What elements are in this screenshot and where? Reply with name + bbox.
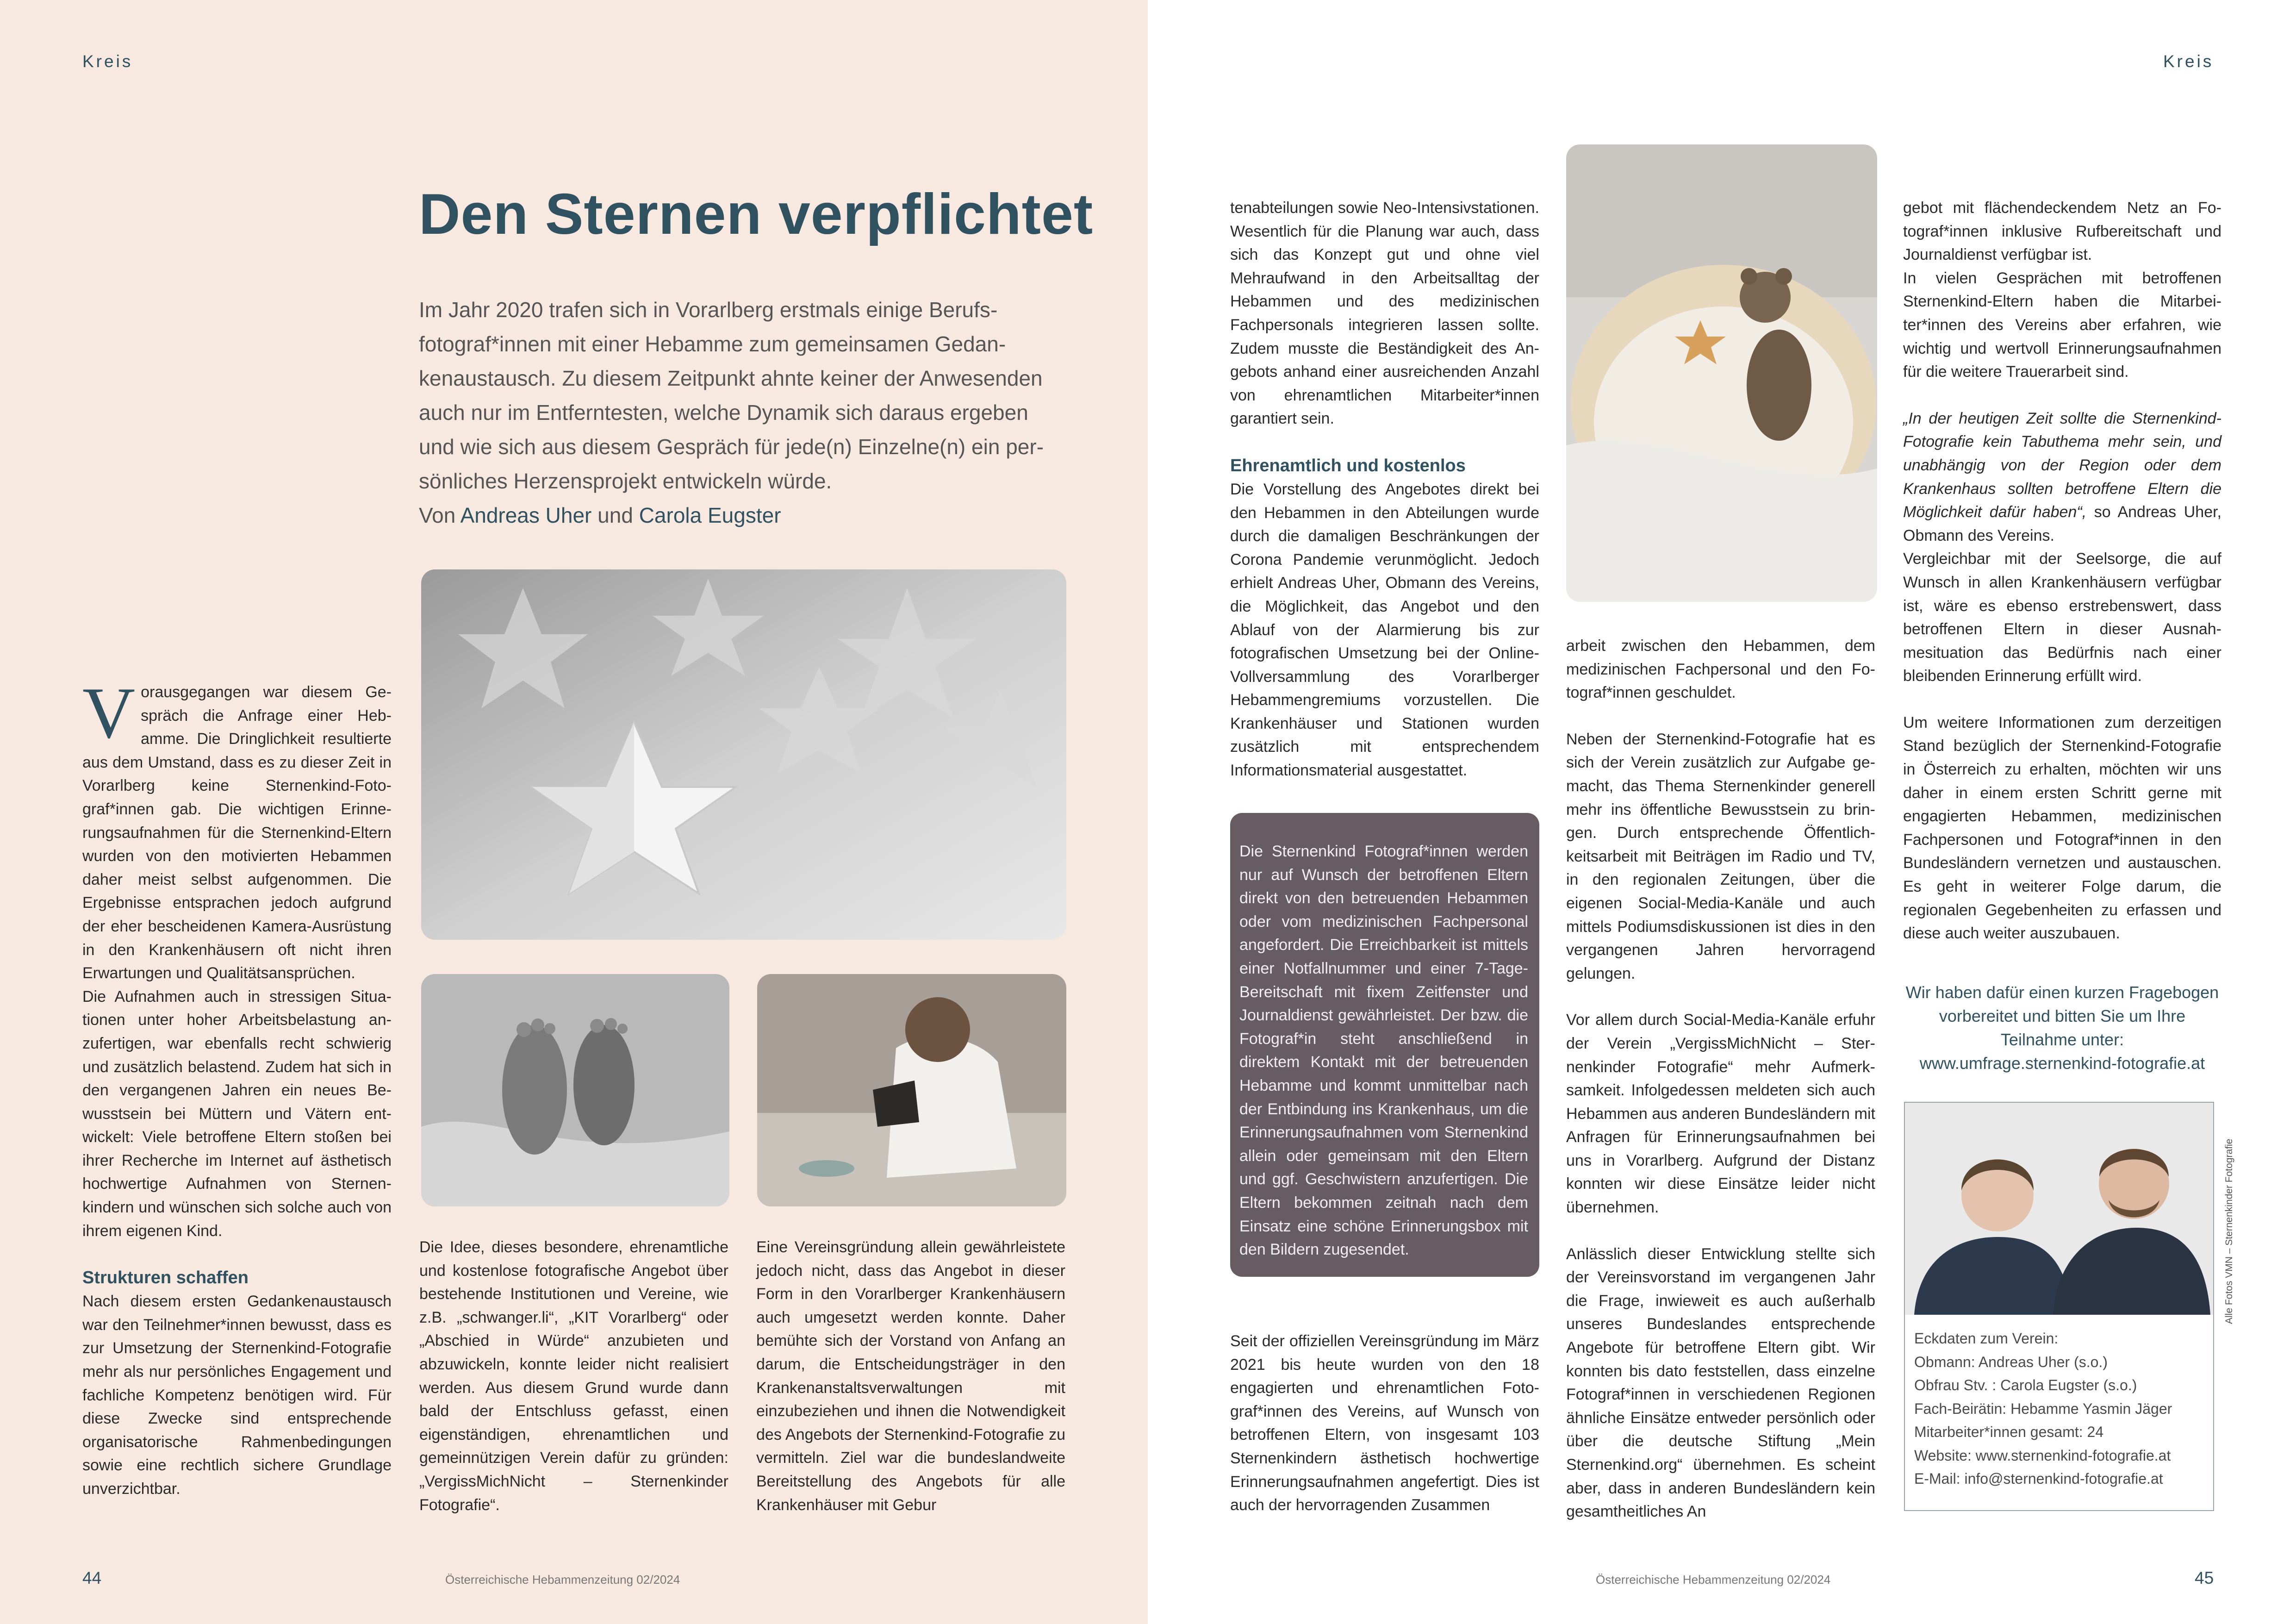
col6-quote-paragraph (1903, 407, 2221, 548)
col1-p1-text: orausgegangen war diesem Gespräch die Anfrage einer Hebamme. Die Dringlichkeit resultierte aus dem Umstand, dass es zu dieser Zeit in Vorarlberg keine Sternenkind-Fotograf*innen gab. Die wichtigen Erinnerungsaufnahmen für die Sternenkind-Eltern wurden von den motivierten Hebammen daher meist selbst aufgenommen. Die Ergebnisse entsprachen jedoch aufgrund der eher bescheidenen Kamera-Ausrüstung in den Krankenhäusern oft nicht ihren Erwartungen und Qualitätsansprüchen. (82, 683, 392, 982)
column-2 (419, 1236, 728, 1517)
col4-heading: Ehrenamtlich und kostenlos (1230, 456, 1466, 475)
col6-paragraph-4: Vergleichbar mit der Seelsorge, die auf Wunsch in allen Krankenhäusern verfügbar ist, wäre es ebenso erstrebenswert, dass betroffenen Eltern in dieser Ausnahmesituation das Bedürfnis nach einer bleibenden Erinnerung erfüllt wird. (1903, 550, 2221, 685)
page-number-left: 44 (82, 1568, 102, 1587)
fact-chairman: Obmann: Andreas Uher (s.o.) (1914, 1353, 2108, 1370)
fact-email[interactable]: E-Mail: info@sternenkind-fotografie.at (1914, 1470, 2163, 1487)
survey-text: Wir haben dafür einen kurzen Fragebogen vorbereitet und bitten Sie um Ihre Teilnahme unter: (1905, 983, 2219, 1049)
col6-paragraph-2: In vielen Gesprächen mit betroffenen Sternenkind-Eltern haben die Mitarbeiter*innen des Vereins aber erfahren, wie wichtig und wertvoll Erinnerungsaufnahmen für die weitere Trauerarbeit sind. (1903, 269, 2221, 381)
byline-prefix: Von (419, 503, 456, 527)
founders-photo (1905, 1103, 2213, 1315)
article-title: Den Sternen verpflichtet (419, 182, 1094, 246)
basket-photo (1566, 144, 1877, 602)
column-6 (1903, 196, 2221, 945)
column-5 (1566, 634, 1875, 1524)
col3-paragraph: Eine Vereinsgründung allein gewährleistete jedoch nicht, dass das Angebot in dieser Form in den Vorarlberger Krankenhäusern auch umgesetzt werden konnte. Daher bemühte sich der Vorstand von Anfang an darum, die Entscheidungsträger in den Krankenanstaltsverwaltungen mit einzubeziehen und ihnen die Notwendigkeit des Angebots der Sternenkind-Fotografie zu vermitteln. Ziel war die bundeslandweite Bereitstellung des Angebots für alle Krankenhäuser mit Gebur (756, 1238, 1065, 1514)
footer-left: Österreichische Hebammenzeitung 02/2024 (445, 1573, 680, 1587)
highlight-box-text: Die Sternenkind Fotograf*innen werden nur auf Wunsch der betroffenen Eltern direkt von den betreuenden Hebammen oder vom medizinischen Fachpersonal angefordert. Die Erreichbarkeit ist mittels einer Notfallnummer und einer 7-Tage-Bereitschaft mit fixem Zeitfenster und Journaldienst gewährleistet. Der bzw. die Fotograf*in steht anschließend in direktem Kontakt mit der betreuenden Hebamme und kommt unmittelbar nach der Entbindung ins Krankenhaus, um die Erinnerungsaufnahmen vom Sternenkind allein oder gemeinsam mit den Eltern und ggf. Geschwistern anzufertigen. Die Eltern bekommen zeitnah nach dem Einsatz eine schöne Erinnerungsbox mit den Bildern zugesendet. (1239, 843, 1528, 1259)
baby-feet-photo (421, 974, 729, 1206)
intro-text: Im Jahr 2020 trafen sich in Vorarlberg erstmals einige Berufsfotograf*innen mit einer Hebamme zum gemeinsamen Gedankenaustausch. Zu diesem Zeitpunkt ahnte keiner der Anwesenden auch nur im Entferntesten, welche Dynamik sich daraus ergeben und wie sich aus diesem Gespräch für jede(n) Einzelne(n) ein persönliches Herzensprojekt entwickeln würde. (419, 298, 1044, 493)
column-4-bottom (1230, 1330, 1539, 1517)
association-info-box (1904, 1102, 2214, 1511)
col5-paragraph-4: Anlässlich dieser Entwicklung stellte sich der Vereinsvorstand im vergangenen Jahr die Frage, inwieweit es auch außerhalb unseres Bundeslandes entsprechende Angebote für betroffene Eltern gibt. Wir konnten bis dato feststellen, dass einzelne Fotograf*innen in verschiedenen Regionen ähnliche Einsätze entweder persönlich oder über die deutsche Stiftung „Mein Sternenkind.org“ übernehmen. Es scheint aber, dass in anderen Bundesländern kein gesamtheitliches An (1566, 1245, 1875, 1521)
col1-paragraph-3: Nach diesem ersten Gedankenaustausch war den Teilnehmer*innen bewusst, dass es zur Umsetzung der Sternenkind-Fotografie mehr als nur persönliches Engagement und fachliche Kompetenz benötigen wird. Für diese Zwecke sind entsprechende organisatorische Rahmenbedingungen sowie eine rechtlich sichere Grundlage unverzichtbar. (82, 1293, 392, 1498)
col4-paragraph-1: tenabteilungen sowie Neo-Intensivstationen. Wesentlich für die Planung war auch, dass sich das Konzept gut und ohne viel Mehraufwand in den Arbeitsalltag der Hebammen und des medizinischen Fachpersonals integrieren lassen sollte. Zudem musste die Beständigkeit des Angebots anhand einer ausreichenden Anzahl von ehrenamtlichen Mitarbeiter*innen garantiert sein. (1230, 199, 1539, 428)
association-facts (1914, 1327, 2210, 1491)
col5-paragraph-3: Vor allem durch Social-Media-Kanäle erfuhr der Verein „VergissMichNicht – Sternenkinder Fotografie“ mehr Aufmerksamkeit. Infolgedessen meldeten sich auch Hebammen aus anderen Bundesländern mit Anfragen für Erinnerungsaufnahmen bei uns in Vorarlberg. Aufgrund der Distanz konnten wir diese Einsätze leider nicht übernehmen. (1566, 1011, 1875, 1217)
fact-website[interactable]: Website: www.sternenkind-fotografie.at (1914, 1447, 2171, 1464)
col1-heading: Strukturen schaffen (82, 1268, 249, 1288)
pull-quote: „In der heutigen Zeit sollte die Sternenkind-Fotografie kein Tabuthema mehr sein, und unabhängig von der Region oder dem Krankenhaus sollten betroffene Eltern die Möglichkeit dafür haben“, (1903, 409, 2221, 521)
quote-attribution: so Andreas Uher, Obmann des Vereins. (1903, 503, 2221, 544)
column-1 (82, 673, 392, 1501)
photo-credit: Alle Fotos VMN – Sternenkinder Fotografie (2224, 1138, 2234, 1324)
fact-members: Mitarbeiter*innen gesamt: 24 (1914, 1424, 2104, 1440)
footer-right: Österreichische Hebammenzeitung 02/2024 (1596, 1573, 1831, 1587)
col2-paragraph: Die Idee, dieses besondere, ehrenamtliche und kostenlose fotografische Angebot über bestehende Institutionen und Vereine, wie z.B. „schwanger.li“, „KIT Vorarlberg“ oder „Abschied in Würde“ anzubieten und abzuwickeln, konnte leider nicht realisiert werden. Aus diesem Grund wurde dann bald der Entschluss gefasst, einen eigenständigen, ehrenamtlichen und gemeinnützigen Verein dafür zu gründen: „VergissMichNicht – Sternenkinder Fotografie“. (419, 1238, 728, 1514)
highlight-box (1230, 813, 1539, 1277)
column-3 (756, 1236, 1065, 1517)
drop-cap: V (82, 673, 136, 754)
section-label-left: Kreis (82, 52, 133, 71)
byline-and: und (597, 503, 633, 527)
author-name-1: Andreas Uher (460, 503, 592, 527)
col6-paragraph-1: gebot mit flächendeckendem Netz an Fotograf*innen inklusive Rufbereitschaft und Journaldienst verfügbar ist. (1903, 199, 2221, 264)
column-4 (1230, 196, 1539, 782)
fact-advisor: Fach-Beirätin: Hebamme Yasmin Jäger (1914, 1400, 2172, 1417)
section-label-right: Kreis (2163, 52, 2214, 71)
col4-paragraph-3: Seit der offiziellen Vereinsgründung im März 2021 bis heute wurden von den 18 engagierten und ehrenamtlichen Fotograf*innen des Vereins, auf Wunsch von betroffenen Eltern, von insgesamt 103 Sternenkindern ästhetisch hochwertige Erinnerungsaufnahmen angefertigt. Dies ist auch der hervorragenden Zusammen (1230, 1332, 1539, 1514)
col4-paragraph-2: Die Vorstellung des Angebotes direkt bei den Hebammen in den Abteilungen wurde durch die damaligen Beschränkungen der Corona Pandemie verunmöglicht. Jedoch erhielt Andreas Uher, Obmann des Vereins, die Möglichkeit, das Angebot und den Ablauf von der Alarmierung bis zur fotografischen Umsetzung bei der Online-Vollversammlung des Vorarlberger Hebammengremiums vorzustellen. Die Krankenhäuser und Stationen wurden zusätzlich mit entsprechendem Informationsmaterial ausgestattet. (1230, 480, 1539, 780)
survey-link[interactable]: www.umfrage.sternenkind-fotografie.at (1919, 1054, 2205, 1073)
fact-deputy: Obfrau Stv. : Carola Eugster (s.o.) (1914, 1377, 2137, 1393)
page-number-right: 45 (2195, 1568, 2214, 1587)
facts-heading: Eckdaten zum Verein: (1914, 1330, 2059, 1347)
article-intro (419, 293, 1067, 532)
col5-paragraph-2: Neben der Sternenkind-Fotografie hat es sich der Verein zusätzlich zur Aufgabe gemacht, das Thema Sternenkinder generell mehr ins öffentliche Bewusstsein zu bringen. Durch entsprechende Öffentlichkeitsarbeit mit Beiträgen im Radio und TV, in den regionalen Zeitungen, über die eigenen Social-Media-Kanäle und auch mittels Podiumsdiskussionen ist dies in den vergangenen Jahren hervorragend gelungen. (1566, 730, 1875, 982)
col1-paragraph-2: Die Aufnahmen auch in stressigen Situationen unter hoher Arbeitsbelastung anzufertigen, war ebenfalls recht schwierig und zusätzlich belastend. Zudem hat sich in den vergangenen Jahren ein neues Bewusstsein bei Müttern und Vätern entwickelt: Viele betroffene Eltern stoßen bei ihrer Recherche im Internet auf ästhetisch hochwertige Aufnahmen von Sternenkindern und wünschen sich solche auch von ihrem eigenen Kind. (82, 987, 392, 1240)
photographer-photo (757, 974, 1066, 1206)
col6-paragraph-5: Um weitere Informationen zum derzeitigen Stand bezüglich der Sternenkind-Fotografie in Österreich zu erhalten, möchten wir uns daher in einem ersten Schritt gerne mit engagierten Hebammen, medizinischen Fachpersonen und Fotograf*innen in den Bundesländern vernetzen und austauschen. Es geht in weiterer Folge darum, die regionalen Gegebenheiten zu erfassen und diese auch weiter auszubauen. (1903, 713, 2221, 943)
col5-paragraph-1: arbeit zwischen den Hebammen, dem medizinischen Fachpersonal und den Fotograf*innen geschuldet. (1566, 637, 1875, 702)
stars-photo (421, 569, 1066, 940)
col1-paragraph-1 (82, 673, 392, 985)
survey-callout (1903, 981, 2221, 1075)
author-name-2: Carola Eugster (639, 503, 781, 527)
